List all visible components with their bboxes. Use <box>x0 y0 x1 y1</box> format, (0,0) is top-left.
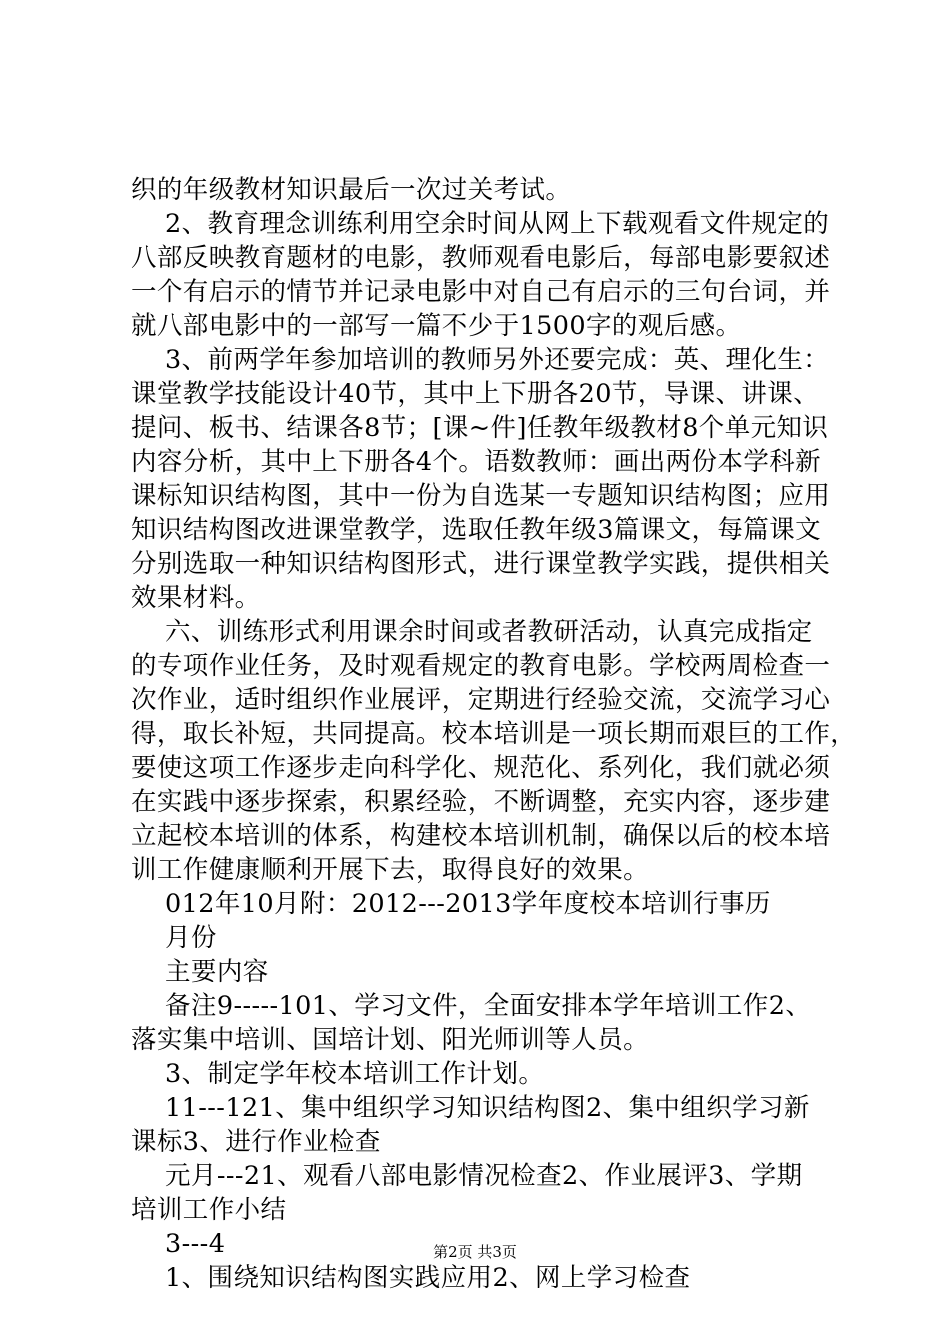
text-line: 分别选取一种知识结构图形式，进行课堂教学实践，提供相关 <box>131 549 831 579</box>
text-line: 提问、板书、结课各8节；[课~件]任教年级教材8个单元知识 <box>131 413 829 443</box>
text-line: 八部反映教育题材的电影，教师观看电影后，每部电影要叙述 <box>131 243 831 273</box>
text-line: 培训工作小结 <box>131 1195 287 1225</box>
text-line: 元月---21、观看八部电影情况检查2、作业展评3、学期 <box>131 1161 803 1191</box>
text-line: 1、围绕知识结构图实践应用2、网上学习检查 <box>131 1263 691 1293</box>
text-line: 就八部电影中的一部写一篇不少于1500字的观后感。 <box>131 311 742 341</box>
text-line: 的专项作业任务，及时观看规定的教育电影。学校两周检查一 <box>131 651 831 681</box>
text-line: 3---4 <box>131 1229 226 1259</box>
page-footer: 第2页 共3页 <box>433 1243 517 1261</box>
text-line: 要使这项工作逐步走向科学化、规范化、系列化，我们就必须 <box>131 753 831 783</box>
text-line: 得，取长补短，共同提高。校本培训是一项长期而艰巨的工作， <box>131 719 857 749</box>
text-line: 在实践中逐步探索，积累经验，不断调整，充实内容，逐步建 <box>131 787 831 817</box>
text-line: 课标3、进行作业检查 <box>131 1127 381 1157</box>
text-line: 落实集中培训、国培计划、阳光师训等人员。 <box>131 1025 650 1055</box>
text-line: 3、前两学年参加培训的教师另外还要完成：英、理化生： <box>131 345 830 375</box>
text-line: 11---121、集中组织学习知识结构图2、集中组织学习新 <box>131 1093 810 1123</box>
text-line: 一个有启示的情节并记录电影中对自己有启示的三句台词，并 <box>131 277 831 307</box>
text-line: 六、训练形式利用课余时间或者教研活动，认真完成指定 <box>131 617 813 647</box>
text-line: 知识结构图改进课堂教学，选取任教年级3篇课文，每篇课文 <box>131 515 822 545</box>
text-line: 织的年级教材知识最后一次过关考试。 <box>131 175 572 205</box>
text-line: 内容分析，其中上下册各4个。语数教师：画出两份本学科新 <box>131 447 822 477</box>
text-line: 课堂教学技能设计40节，其中上下册各20节，导课、讲课、 <box>131 379 820 409</box>
text-line: 主要内容 <box>131 957 269 987</box>
text-line: 月份 <box>131 923 217 953</box>
text-line: 立起校本培训的体系，构建校本培训机制，确保以后的校本培 <box>131 821 831 851</box>
text-line: 2、教育理念训练利用空余时间从网上下载观看文件规定的 <box>131 209 830 239</box>
text-line: 训工作健康顺利开展下去，取得良好的效果。 <box>131 855 650 885</box>
text-line: 备注9-----101、学习文件，全面安排本学年培训工作2、 <box>131 991 812 1021</box>
text-line: 效果材料。 <box>131 583 261 613</box>
text-line: 课标知识结构图，其中一份为自选某一专题知识结构图；应用 <box>131 481 831 511</box>
text-line: 3、制定学年校本培训工作计划。 <box>131 1059 545 1089</box>
text-line: 012年10月附：2012---2013学年度校本培训行事历 <box>131 889 771 919</box>
text-line: 次作业，适时组织作业展评，定期进行经验交流，交流学习心 <box>131 685 831 715</box>
